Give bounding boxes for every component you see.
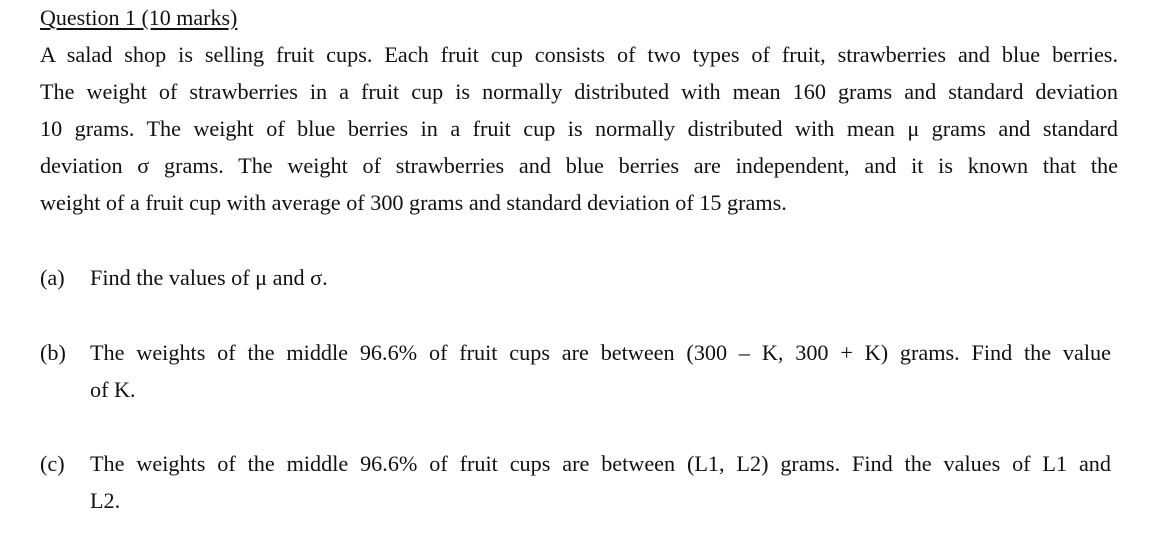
part-b-text-line-1: The weights of the middle 96.6% of fruit cups are between (300 – K, 300 + K) grams. Find the value [90, 340, 1111, 365]
stem-line-4: deviation σ grams. The weight of strawberries and blue berries are independent, and it is known that the [40, 153, 1118, 178]
stem-line-5: weight of a fruit cup with average of 300 grams and standard deviation of 15 grams. [40, 190, 787, 215]
part-b-text-line-2: of K. [90, 377, 136, 402]
part-c-text-line-2: L2. [90, 488, 121, 513]
stem-line-2: The weight of strawberries in a fruit cup is normally distributed with mean 160 grams and standard deviation [40, 79, 1118, 104]
stem-line-1: A salad shop is selling fruit cups. Each fruit cup consists of two types of fruit, strawberries and blue berries. [40, 42, 1118, 67]
question-heading: Question 1 (10 marks) [40, 5, 238, 30]
part-c-text-line-1: The weights of the middle 96.6% of fruit cups are between (L1, L2) grams. Find the values of L1 and [90, 451, 1111, 476]
stem-line-3: 10 grams. The weight of blue berries in a fruit cup is normally distributed with mean μ grams and standard [40, 116, 1118, 141]
part-c-label: (c) [40, 451, 65, 476]
part-a-label: (a) [40, 265, 65, 290]
part-a-text: Find the values of μ and σ. [90, 265, 328, 290]
part-b-label: (b) [40, 340, 66, 365]
